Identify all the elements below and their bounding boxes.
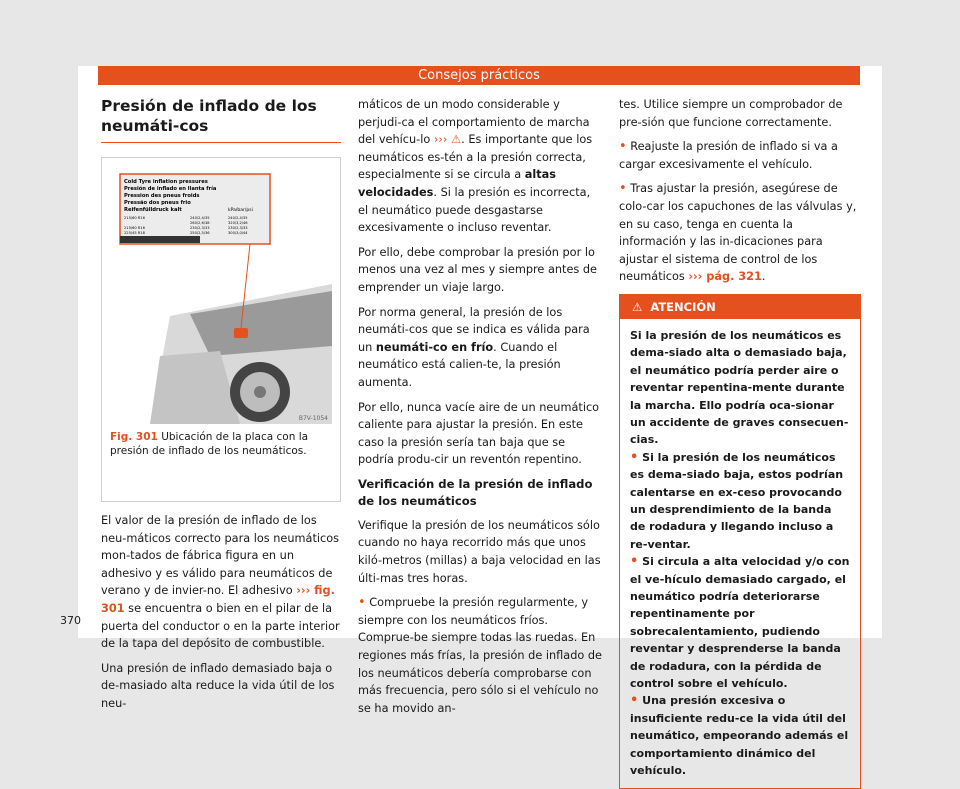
page-reference-link[interactable]: ››› pág. 321: [688, 270, 762, 284]
text: Reajuste la presión de inflado si va a cargar excesivamente el vehículo.: [619, 140, 838, 171]
sticker-row-4-a: 250/2,5/36: [190, 231, 210, 235]
text: se encuentra o bien en el pilar de la puerta del conductor o en la parte interior de la tapa del depósito de combustible.: [101, 601, 340, 651]
bullet-icon: •: [619, 181, 627, 197]
sticker-row-1-tyre: 215/60 R16: [124, 216, 145, 220]
figure-caption: [110, 430, 332, 458]
bullet-item: [619, 138, 861, 173]
paragraph: Por ello, debe comprobar la presión por lo menos una vez al mes y siempre antes de emprender un viaje largo.: [358, 245, 597, 294]
text: . Si la presión es incorrecta, el neumático puede desgastarse excesivamente o incluso reventar.: [358, 185, 591, 235]
text: Una presión excesiva o insuficiente redu-ce la vida útil del neumático, empeorando además el comportamiento dinámico del vehículo.: [630, 694, 849, 778]
warning-bullet: [630, 553, 850, 692]
sticker-line-3: Pression des pneus froids: [124, 193, 200, 199]
sticker-row-2-b: 320/3,2/46: [228, 221, 248, 225]
bullet-icon: •: [630, 449, 639, 465]
warning-header: [620, 295, 860, 319]
sticker-line-1: Cold Tyre inflation pressures: [124, 179, 208, 185]
paragraph: [358, 304, 602, 392]
figure-caption-text: Ubicación de la placa con la presión de inflado de los neumáticos.: [110, 431, 309, 457]
paragraph: Verifique la presión de los neumáticos sólo cuando no haya recorrido más que unos kiló-metros (millas) a baja velocidad en las últi-mas tres horas.: [358, 518, 601, 585]
text: Si la presión de los neumáticos es dema-siado baja, estos podrían calentarse en ex-ceso provocando un desprendimiento de la banda de rodadura y llegando incluso a re-ventar.: [630, 450, 844, 551]
column-middle: [358, 96, 602, 724]
warning-body: [620, 319, 860, 788]
paragraph: Por ello, nunca vacíe aire de un neumático caliente para ajustar la presión. En este caso la presión sería tan baja que se podría produ-cir un reventón repentino.: [358, 400, 600, 467]
column-left: [101, 96, 341, 720]
warning-triangle-icon: ⚠: [451, 133, 462, 147]
sticker-units: kPa/bar/psi: [228, 208, 253, 213]
paragraph: [358, 96, 602, 237]
paragraph: [101, 512, 341, 653]
chapter-header: Consejos prácticos: [98, 66, 860, 85]
warning-bullet: [630, 692, 850, 779]
bullet-icon: •: [630, 693, 639, 709]
warning-bullet: [630, 449, 850, 553]
warning-triangle-icon: ⚠: [632, 299, 643, 314]
page-number: 370: [60, 614, 81, 627]
sticker-row-3-b: 230/2,3/33: [228, 226, 248, 230]
bullet-item: [358, 594, 602, 717]
bullet-icon: •: [630, 554, 639, 570]
text: Tras ajustar la presión, asegúrese de colo-car los capuchones de las válvulas y, en su caso, tenga en cuenta la información y las in-dicaciones para ajustar el sistema de control de los neumáticos: [619, 182, 857, 284]
emphasis: altas velocidades: [358, 168, 557, 199]
text: Compruebe la presión regularmente, y siempre con los neumáticos fríos. Comprue-be siempre todas las ruedas. En regiones más frías, la presión de inflado de los neumáticos debería comprobarse con más frecuencia, pero sólo si el vehículo no se ha movido an-: [358, 596, 603, 715]
text: máticos de un modo considerable y perjudi-ca el comportamiento de marcha del vehícu-lo: [358, 98, 590, 147]
warning-box: [619, 294, 861, 789]
figure-301: [101, 157, 341, 502]
text: .: [761, 270, 766, 284]
text: . Es importante que los neumáticos es-tén a la presión correcta, especialmente si se circula a: [358, 133, 593, 182]
section-title: Presión de inflado de los neumáti-cos: [101, 96, 341, 143]
sticker-row-4-tyre: 225/45 R18: [124, 231, 145, 235]
column-right: [619, 96, 861, 789]
warning-title: ATENCIÓN: [650, 299, 716, 314]
paragraph: tes. Utilice siempre un comprobador de pre-sión que funcione correctamente.: [619, 98, 843, 129]
sticker-line-2: Presión de inflado en llanta fría: [124, 186, 217, 192]
warning-reference-link[interactable]: ›››: [433, 133, 448, 147]
subheading: Verificación de la presión de inflado de los neumáticos: [358, 476, 593, 508]
text: Si circula a alta velocidad y/o con el ve-hículo demasiado cargado, el neumático podría deteriorarse repentinamente por sobrecalentamiento, pudiendo reventar y desprenderse la banda de rodadura, con la pérdida de control sobre el vehículo.: [630, 555, 850, 691]
sticker-row-1-a: 240/2,4/35: [190, 216, 210, 220]
car-sticker-illustration: [110, 166, 332, 424]
sticker-line-4: Pressão dos pneus frio: [124, 200, 191, 206]
paragraph: Una presión de inflado demasiado baja o de-masiado alta reduce la vida útil de los neu-: [101, 661, 335, 710]
sticker-line-5: Reifenfülldruck kalt: [124, 207, 182, 213]
sticker-row-3-a: 230/2,3/33: [190, 226, 210, 230]
sticker-row-2-a: 260/2,6/38: [190, 221, 210, 225]
emphasis: neumáti-co en frío: [375, 340, 494, 354]
bullet-icon: •: [358, 595, 366, 611]
text: El valor de la presión de inflado de los neu-máticos correcto para los neumáticos mon-tados de fábrica figura en un adhesivo y es válido para neumáticos de verano y de invier-no. El adhesivo: [101, 514, 340, 598]
text: . Cuando el neumático está calien-te, la presión aumenta.: [358, 340, 561, 389]
image-code: B7V-1054: [298, 415, 328, 422]
text: Por norma general, la presión de los neumáti-cos que se indica es válida para un: [358, 305, 590, 354]
sticker-row-3-tyre: 215/60 R16: [124, 226, 145, 230]
warning-paragraph: Si la presión de los neumáticos es dema-siado alta o demasiado baja, el neumático podría perder aire o reventar repentina-mente durante la marcha. Ello podría oca-sionar un accidente de graves consecuen-cias.: [630, 328, 849, 447]
bullet-icon: •: [619, 139, 627, 155]
bullet-item: [619, 180, 861, 286]
sticker-row-1-b: 240/2,4/35: [228, 216, 248, 220]
figure-reference-link[interactable]: ››› fig. 301: [101, 584, 335, 615]
sticker-row-4-b: 300/3,0/44: [228, 231, 248, 235]
figure-label: Fig. 301: [110, 431, 158, 443]
